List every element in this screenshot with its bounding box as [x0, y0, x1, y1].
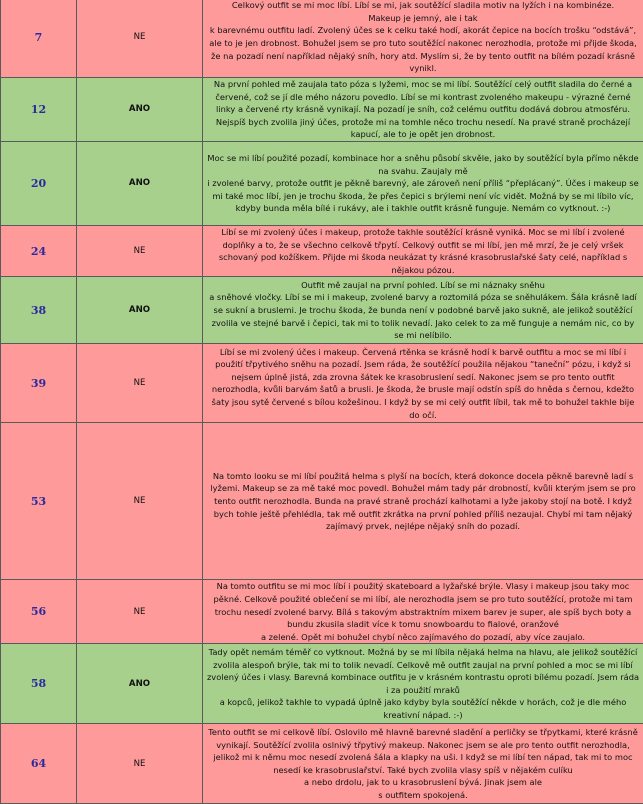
decision-cell: NE: [77, 344, 203, 423]
table-row: [1, 225, 643, 276]
decision-cell: NE: [77, 0, 203, 78]
entry-number: 7: [1, 0, 77, 78]
table-row: [1, 724, 643, 804]
table-row: [1, 644, 643, 724]
entry-number: 38: [1, 277, 77, 344]
entry-number: 20: [1, 141, 77, 225]
entry-number: 56: [1, 580, 77, 644]
decision-cell: NE: [77, 580, 203, 644]
comment-cell: Líbí se mi zvolený účes i makeup. Červená rtěnka se krásně hodí k barvě outfitu a moc se mi líbí i použití třpytivého sněhu na pozadí. Jsem ráda, že soutěžící použila nějakou “taneční” pózu, i když si nejsem úplně jistá, zda zrovna šátek ke krasobruslení sedí. Nakonec jsem se pro tento outfit nerozhodla, kvůli barvám šatů a brusli. Je škoda, že brusle mají odstín spíš do hněda s černou, kdežto šaty jsou sytě červené s bílou kožešinou. I když by se mi celý outfit líbil, tak mě to bohužel takhle bije do očí.: [203, 344, 643, 423]
entry-number: 58: [1, 644, 77, 724]
comment-cell: Celkový outfit se mi moc líbí. Líbí se mi, jak soutěžící sladila motiv na lyžích i na kombinéze. Makeup je jemný, ale i tak k barevnému outfitu ladí. Zvolený účes se k celku také hodí, akorát čepice na bocích trošku “odstává”, ale to je jen drobnost. Bohužel jsem se pro tuto soutěžící nakonec nerozhodla, protože mi přijde škoda, že na pozadí není například nějaký sníh, hory atd. Myslím si, že by tento outfit na bílém pozadí krásně vynikl.: [203, 0, 643, 78]
table-row: [1, 580, 643, 644]
entry-number: 64: [1, 724, 77, 804]
comment-cell: Na první pohled mě zaujala tato póza s lyžemi, moc se mi líbí. Soutěžící celý outfit sladila do černé a červené, což se jí dle mého názoru povedlo. Líbí se mi kontrast zvoleného makeupu - výrazné černé linky a červené rty krásně vynikají. Na pozadí je sníh, což celému outfitu dodává dobrou atmosféru. Nejspíš bych zvolila jiný účes, protože mi na tomhle něco trochu nesedí. Na pravé straně procházejí kapucí, ale to je opět jen drobnost.: [203, 78, 643, 142]
comment-cell: Na tomto looku se mi líbí použitá helma s plyší na bocích, která dokonce docela pěkně barevně ladí s lyžemi. Makeup se za mě také moc povedl. Bohužel mám tady pár drobností, kvůli kterým jsem se pro tento outfit nerozhodla. Bunda na pravé straně prochází kalhotami a lyže jakoby stojí na botě. I když bych tohle ještě přehlédla, tak mě outfit zkrátka na první pohled příliš nezaujal. Chybí mi tam nějaký zajímavý prvek, nejlépe nějaký sníh do pozadí.: [203, 423, 643, 580]
entry-number: 24: [1, 225, 77, 276]
table-row: [1, 344, 643, 423]
comment-cell: Na tomto outfitu se mi moc líbí i použitý skateboard a lyžařské brýle. Vlasy i makeup jsou taky moc pěkné. Celkově použité oblečení se mi líbí, ale nerozhodla jsem se pro tuto soutěžící, protože mi tam trochu nesedí zvolené barvy. Bílá s takovým abstraktním mixem barev je super, ale spíš bych boty a bundu zkusila sladit více k tomu snowboardu to fialové, oranžové a zelené. Opět mi bohužel chybí něco zajímavého do pozadí, aby více zaujalo.: [203, 580, 643, 644]
table-row: [1, 78, 643, 142]
comment-cell: Líbí se mi zvolený účes i makeup, protože takhle soutěžící krásně vyniká. Moc se mi líbí i zvolené doplňky a to, že se všechno celkově třpytí. Celkový outfit se mi líbí, jen mě mrzí, že je celý vršek schovaný pod kožíškem. Přijde mi škoda neukázat ty krásné krasobruslařské šaty celé, například s nějakou pózou.: [203, 225, 643, 276]
entry-number: 53: [1, 423, 77, 580]
comment-cell: Tady opět nemám téměř co vytknout. Možná by se mi líbila nějaká helma na hlavu, ale jelikož soutěžící zvolila alespoň brýle, tak mi to tolik nevadí. Celkově mě outfit zaujal na první pohled a moc se mi líbí zvolený účes i vlasy. Barevná kombinace outfitu je v krásném kontrastu oproti bílému pozadí. Jsem ráda i za použití mraků a kopců, jelikož takhle to vypadá úplně jako kdyby byla soutěžící někde v horách, což je dle mého kreativní nápad. :-): [203, 644, 643, 724]
decision-cell: ANO: [77, 644, 203, 724]
decision-cell: NE: [77, 724, 203, 804]
decision-cell: NE: [77, 225, 203, 276]
comment-cell: Tento outfit se mi celkově líbí. Oslovilo mě hlavně barevné sladění a perličky se třpytkami, které krásně vynikají. Soutěžící zvolila oslnivý třpytivý makeup. Nakonec jsem se ale pro tento outfit nerozhodla, jelikož mi k němu moc nesedí zvolená šála a klapky na uši. I když se mi líbí ten nápad, tak mi to moc nesedí ke krasobruslařství. Také bych zvolila vlasy spíš v nějakém culíku a nebo drdolu, jak to u krasobruslení bývá. Jinak jsem ale s outfitem spokojená.: [203, 724, 643, 804]
table-row: [1, 277, 643, 344]
comment-cell: Moc se mi líbí použité pozadí, kombinace hor a sněhu působí skvěle, jako by soutěžící byla přímo někde na svahu. Zaujaly mě i zvolené barvy, protože outfit je pěkně barevný, ale zároveň není příliš “přeplácaný”. Účes i makeup se mi také moc líbí, jen je trochu škoda, že přes čepici s brýlemi není víc vidět. Možná by se mi líbilo víc, kdyby bunda měla bílé i rukávy, ale i takhle outfit krásně funguje. Nemám co vytknout. :-): [203, 141, 643, 225]
decision-cell: ANO: [77, 141, 203, 225]
table-row: [1, 423, 643, 580]
decision-cell: NE: [77, 423, 203, 580]
entry-number: 12: [1, 78, 77, 142]
decision-cell: ANO: [77, 277, 203, 344]
table-row: [1, 141, 643, 225]
table-row: [1, 0, 643, 78]
decision-cell: ANO: [77, 78, 203, 142]
entry-number: 39: [1, 344, 77, 423]
comment-cell: Outfit mě zaujal na první pohled. Líbí se mi náznaky sněhu a sněhové vločky. Líbí se mi i makeup, zvolené barvy a roztomilá póza se sněhulákem. Šála krásně ladí se sukní a bruslemi. Je trochu škoda, že bunda není v podobné barvě jako sukně, ale jelikož soutěžící zvolila ve stejné barvě i čepici, tak mi to tolik nevadí. Jako celek to za mě funguje a nemám nic, co by se mi nelíbilo.: [203, 277, 643, 344]
